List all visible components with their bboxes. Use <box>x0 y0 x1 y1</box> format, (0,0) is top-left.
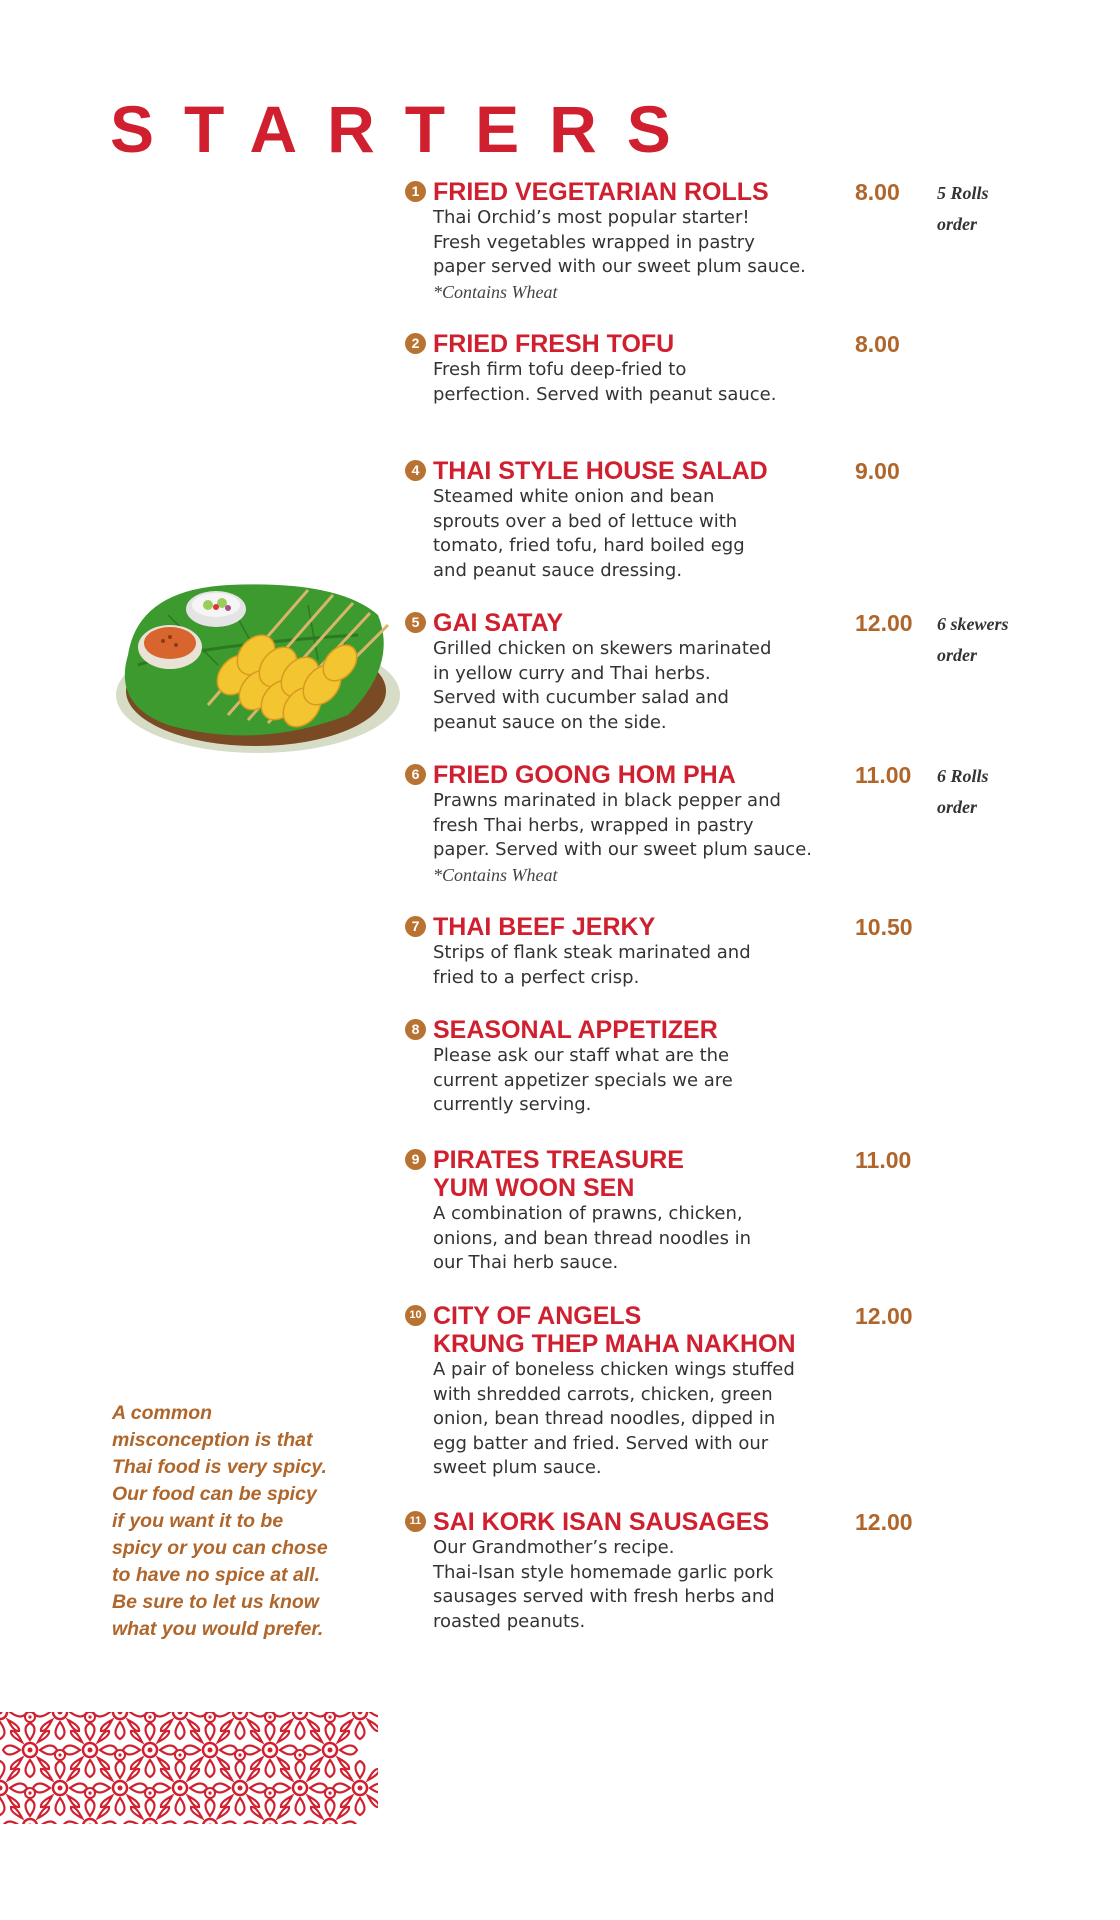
item-description <box>433 1536 833 1634</box>
item-description <box>433 485 833 583</box>
item-name <box>433 1016 718 1044</box>
desc-line: Please ask our staff what are the <box>433 1045 730 1066</box>
desc-line: Strips of flank steak marinated and <box>433 942 751 963</box>
item-name <box>433 330 674 358</box>
item-number-badge: 7 <box>405 916 426 937</box>
page-title: STARTERS <box>110 92 701 166</box>
desc-line: A pair of boneless chicken wings stuffed <box>433 1359 795 1380</box>
desc-line: A combination of prawns, chicken, <box>433 1203 743 1224</box>
item-name-line: FRIED GOONG HOM PHA <box>433 761 736 789</box>
item-description <box>433 206 833 305</box>
note-line: what you would prefer. <box>112 1618 324 1640</box>
desc-line: in yellow curry and Thai herbs. <box>433 662 711 684</box>
desc-line: with shredded carrots, chicken, green <box>433 1383 773 1405</box>
item-number-badge: 5 <box>405 612 426 633</box>
desc-line: perfection. Served with peanut sauce. <box>433 383 777 405</box>
item-number-badge: 4 <box>405 460 426 481</box>
item-description <box>433 789 833 888</box>
item-price: 9.00 <box>855 458 900 484</box>
peanut-sauce-bowl <box>138 625 202 669</box>
item-name-line: SAI KORK ISAN SAUSAGES <box>433 1508 770 1536</box>
item-number-badge: 6 <box>405 764 426 785</box>
item-description <box>433 637 833 735</box>
desc-line: Grilled chicken on skewers marinated <box>433 638 772 659</box>
item-price: 12.00 <box>855 1509 913 1535</box>
quantity-line: 5 Rolls <box>937 183 989 203</box>
desc-line: Prawns marinated in black pepper and <box>433 790 781 811</box>
item-name <box>433 178 769 206</box>
desc-line: peanut sauce on the side. <box>433 711 667 733</box>
item-name-line: GAI SATAY <box>433 609 564 637</box>
item-quantity <box>937 609 1057 671</box>
item-quantity <box>937 178 1057 240</box>
desc-line: Served with cucumber salad and <box>433 687 729 708</box>
note-line: spicy or you can chose <box>112 1537 328 1559</box>
item-name-line: FRIED VEGETARIAN ROLLS <box>433 178 769 206</box>
desc-line: paper served with our sweet plum sauce. <box>433 256 806 277</box>
desc-line: Fresh firm tofu deep-fried to <box>433 359 687 380</box>
spice-note <box>112 1400 347 1643</box>
item-name-line: THAI STYLE HOUSE SALAD <box>433 457 768 485</box>
desc-line: sprouts over a bed of lettuce with <box>433 510 738 532</box>
desc-line: roasted peanuts. <box>433 1610 586 1632</box>
item-name-line: YUM WOON SEN <box>433 1174 635 1202</box>
item-price: 8.00 <box>855 331 900 357</box>
desc-line: onions, and bean thread noodles in <box>433 1227 752 1249</box>
item-number-badge: 9 <box>405 1149 426 1170</box>
quantity-line: 6 Rolls <box>937 766 989 786</box>
desc-line: paper. Served with our sweet plum sauce. <box>433 839 813 860</box>
item-name <box>433 761 736 789</box>
desc-line: egg batter and fried. Served with our <box>433 1432 769 1454</box>
item-description <box>433 1044 833 1118</box>
desc-line: Thai Orchid’s most popular starter! <box>433 207 750 228</box>
item-number-badge: 10 <box>405 1305 426 1326</box>
satay-plate-illustration <box>108 575 408 765</box>
item-name-line: KRUNG THEP MAHA NAKHON <box>433 1330 796 1358</box>
note-line: to have no spice at all. <box>112 1564 321 1586</box>
note-line: misconception is that <box>112 1429 313 1451</box>
quantity-line: 6 skewers <box>937 614 1009 634</box>
note-line: if you want it to be <box>112 1510 284 1532</box>
item-number-badge: 11 <box>405 1511 426 1532</box>
item-description <box>433 358 833 407</box>
allergen-note: *Contains Wheat <box>433 281 558 302</box>
item-name <box>433 609 563 637</box>
item-name-line: SEASONAL APPETIZER <box>433 1016 718 1044</box>
desc-line: current appetizer specials we are <box>433 1069 733 1091</box>
desc-line: and peanut sauce dressing. <box>433 559 683 581</box>
desc-line: currently serving. <box>433 1094 592 1115</box>
desc-line: Steamed white onion and bean <box>433 486 715 507</box>
note-line: Be sure to let us know <box>112 1591 319 1613</box>
thai-floral-pattern <box>0 1712 378 1824</box>
cucumber-salad-bowl <box>186 591 246 627</box>
item-price: 10.50 <box>855 914 913 940</box>
item-quantity <box>937 761 1057 823</box>
item-name-line: FRIED FRESH TOFU <box>433 330 675 358</box>
desc-line: our Thai herb sauce. <box>433 1252 619 1273</box>
quantity-line: order <box>937 214 977 234</box>
item-description <box>433 941 833 990</box>
desc-line: sausages served with fresh herbs and <box>433 1586 775 1607</box>
item-price: 12.00 <box>855 610 913 636</box>
item-name <box>433 1508 769 1536</box>
item-number-badge: 2 <box>405 333 426 354</box>
item-number-badge: 8 <box>405 1019 426 1040</box>
quantity-line: order <box>937 797 977 817</box>
note-line: Thai food is very spicy. <box>112 1456 327 1478</box>
item-name <box>433 457 768 485</box>
item-name-line: CITY OF ANGELS <box>433 1302 642 1330</box>
item-price: 12.00 <box>855 1303 913 1329</box>
item-name <box>433 1302 796 1358</box>
desc-line: onion, bean thread noodles, dipped in <box>433 1408 776 1429</box>
item-price: 11.00 <box>855 1147 912 1173</box>
item-name <box>433 1146 684 1202</box>
desc-line: fried to a perfect crisp. <box>433 966 640 988</box>
allergen-note: *Contains Wheat <box>433 864 558 885</box>
item-name-line: THAI BEEF JERKY <box>433 913 656 941</box>
desc-line: sweet plum sauce. <box>433 1457 602 1478</box>
item-description <box>433 1202 833 1276</box>
item-number-badge: 1 <box>405 181 426 202</box>
note-line: A common <box>112 1402 213 1424</box>
desc-line: Our Grandmother’s recipe. <box>433 1537 675 1558</box>
item-price: 8.00 <box>855 179 900 205</box>
item-name <box>433 913 655 941</box>
item-price: 11.00 <box>855 762 912 788</box>
item-name-line: PIRATES TREASURE <box>433 1146 684 1174</box>
desc-line: fresh Thai herbs, wrapped in pastry <box>433 814 754 836</box>
note-line: Our food can be spicy <box>112 1483 317 1505</box>
item-description <box>433 1358 833 1481</box>
quantity-line: order <box>937 645 977 665</box>
desc-line: Fresh vegetables wrapped in pastry <box>433 231 755 253</box>
desc-line: tomato, fried tofu, hard boiled egg <box>433 535 745 556</box>
desc-line: Thai-Isan style homemade garlic pork <box>433 1561 774 1583</box>
